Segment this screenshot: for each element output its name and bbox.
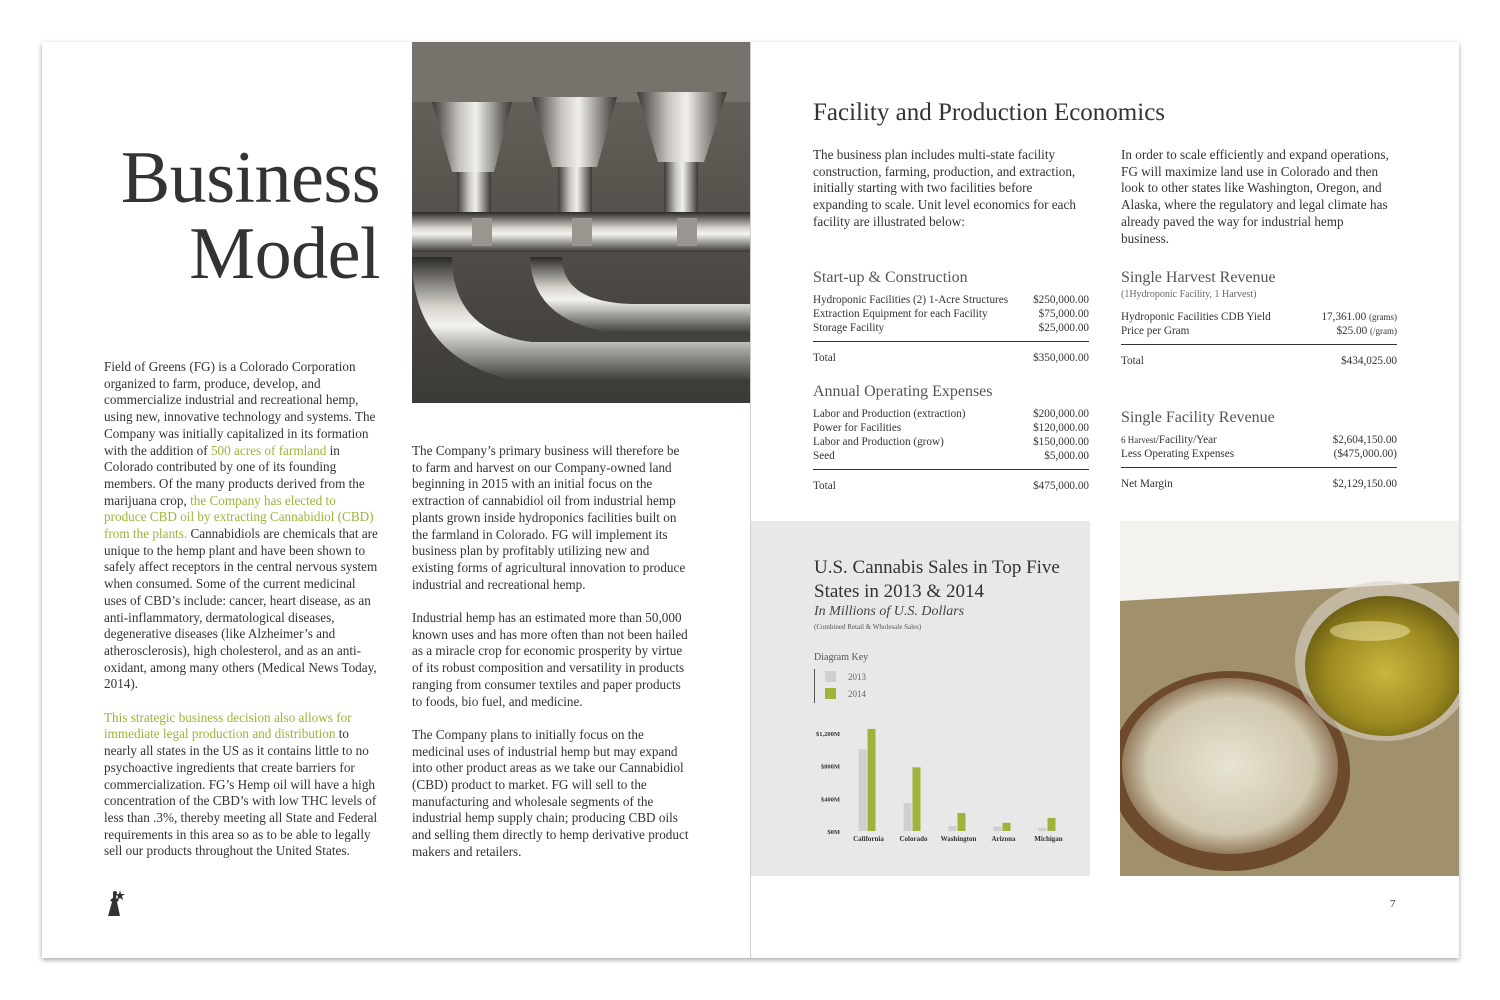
table-row: Power for Facilities $120,000.00 [813,422,1089,434]
harvest-subtitle: (1Hydroponic Facility, 1 Harvest) [1121,289,1257,300]
bar-chart [751,521,1090,876]
table-row: Hydroponic Facilities (2) 1-Acre Structures $250,000.00 [813,294,1089,306]
x-tick-label: Arizona [991,835,1016,843]
table-row: Extraction Equipment for each Facility $75,000.00 [813,308,1089,320]
highlight-farmland: 500 acres of farmland [210,442,327,458]
table-rule [813,469,1089,470]
y-tick-label: $0M [827,829,840,836]
page-title [120,137,380,295]
body-column-2 [412,443,692,877]
bar-michigan-2013 [1039,828,1047,831]
harvest-title: Single Harvest Revenue [1121,269,1276,286]
bar-california-2014 [868,729,876,831]
chart-note: (Combined Retail & Wholesale Sales) [814,623,922,631]
bar-washington-2013 [949,826,957,831]
chart-subtitle: In Millions of U.S. Dollars [814,604,965,619]
body-column-1 [104,359,378,877]
bar-colorado-2014 [913,767,921,831]
seeds-illustration [1120,521,1459,876]
table-total-row: Total $434,025.00 [1121,355,1397,367]
bar-california-2013 [859,749,867,831]
legend-item-2013: 2013 [825,671,866,682]
y-tick-label: $800M [820,763,840,771]
intro-paragraph-1: The business plan includes multi-state facility construction, farming, production, and extraction, initially starting with two facilities before expanding to scale. Unit level economics for each facility are illustrated below: [813,147,1076,229]
table-row: Price per Gram $25.00 (/gram) [1121,325,1397,337]
col2-paragraph-1: The Company’s primary business will therefore be to farm and harvest on our Company-owned land beginning in 2015 with an initial focus on the extraction of cannabidiol oil from industrial hemp plants grown inside hydroponics facilities built on the farmland in Colorado. FG will implement its business plan by profitably utilizing new and existing forms of agricultural innovation to produce industrial and recreational hemp. [412,443,686,592]
logo-icon [104,888,126,918]
harvest-revenue-table [1121,269,1397,368]
col2-paragraph-3: The Company plans to initially focus on the medicinal uses of industrial hemp but may expand into other product areas as we take our Cannabidiol (CBD) product to market. FG will sell to the manufacturing and wholesale segments of the industrial hemp supply chain; producing CBD oils and selling them directly to hemp derivative product makers and retailers. [412,726,689,859]
highlight-cbd: the Company has elected to produce CBD oil by extracting Cannabidiol (CBD) from the plants. [104,492,374,542]
x-tick-label: Colorado [899,835,928,843]
table-row: Seed $5,000.00 [813,450,1089,462]
bar-arizona-2014 [1003,823,1011,831]
machinery-illustration [412,42,751,403]
annual-expenses-table [813,383,1089,493]
section-heading: Facility and Production Economics [813,99,1166,126]
x-tick-label: Washington [940,835,977,843]
title-line-1: Business [120,137,380,219]
hemp-seeds-photo [1120,521,1459,876]
table-rule [1121,467,1397,468]
startup-table [813,269,1089,365]
page-number: 7 [1390,898,1396,910]
table-row: Hydroponic Facilities CDB Yield 17,361.00 (grams) [1121,311,1397,323]
y-tick-label: $1,200M [815,731,840,738]
chart-panel [751,521,1090,876]
table-row: Labor and Production (extraction) $200,000.00 [813,408,1089,420]
table-row: Labor and Production (grow) $150,000.00 [813,436,1089,448]
facility-revenue-table [1121,409,1397,491]
annual-title: Annual Operating Expenses [813,383,993,400]
legend-title: Diagram Key [814,652,869,663]
bar-colorado-2013 [904,803,912,831]
bar-michigan-2014 [1048,818,1056,831]
bar-arizona-2013 [994,827,1002,831]
col1-paragraph-1: Field of Greens (FG) is a Colorado Corporation organized to farm, produce, develop, and commercialize industrial and recreational hemp, using new, innovative technology and systems. The Company was initially capitalized in its formation with the addition of 500 acres of farmland in Colorado contributed by one of its founding members. Of the many products derived from the marijuana crop, the Company has elected to produce CBD oil by extracting Cannabidiol (CBD) from the plants. Cannabidiols are chemicals that are unique to the hemp plant and have been shown to safely affect receptors in the central nervous system when consumed. Some of the current medicinal uses of CBD’s include: cancer, heart disease, as an anti-inflammatory, dermatological diseases, degenerative diseases (like Alzheimer’s and atherosclerosis), high cholesterol, and as an anti-oxidant, among many others (Medical News Today, 2014). [104,359,378,692]
table-rule [1121,344,1397,345]
y-tick-label: $400M [820,796,840,804]
table-row: 6 Harvest/Facility/Year $2,604,150.00 [1121,434,1397,446]
table-total-row: Total $350,000.00 [813,352,1089,364]
chart-title: U.S. Cannabis Sales in Top Five States in 2013 & 2014 [814,557,1060,602]
title-line-2: Model [189,213,380,295]
startup-title: Start-up & Construction [813,269,968,286]
bar-washington-2014 [958,813,966,831]
table-total-row: Net Margin $2,129,150.00 [1121,478,1397,490]
x-tick-label: California [853,835,884,843]
intro-paragraph-2: In order to scale efficiently and expand operations, FG will maximize land use in Colorado and then look to other states like Washington, Oregon, and Alaska, where the regulatory and legal climate has already paved the way for industrial hemp business. [1121,147,1389,246]
col1-paragraph-2: This strategic business decision also allows for immediate legal production and distribution to nearly all states in the US as it contains little to no psychoactive ingredients that create barriers for commercialization. FG’s Hemp oil will have a high concentration of the CBD’s with low THC levels of less than .3%, thereby meeting all State and Federal requirements in this area so as to be able to legally sell our products throughout the United States. [104,709,378,859]
x-tick-label: Michigan [1034,835,1063,843]
col2-paragraph-2: Industrial hemp has an estimated more than 50,000 known uses and has more often than not been hailed as a miracle crop for economic prosperity by virtue of its robust composition and versatility in products ranging from consumer textiles and paper products to foods, bio fuel, and medicine. [412,610,688,709]
table-row: Less Operating Expenses ($475,000.00) [1121,448,1397,460]
table-total-row: Total $475,000.00 [813,480,1089,492]
table-rule [813,341,1089,342]
machinery-photo [412,42,751,403]
facility-title: Single Facility Revenue [1121,409,1275,426]
highlight-strategic: This strategic business decision also allows for immediate legal production and distribution [104,709,352,742]
legend-item-2014: 2014 [825,688,866,699]
table-row: Storage Facility $25,000.00 [813,322,1089,334]
